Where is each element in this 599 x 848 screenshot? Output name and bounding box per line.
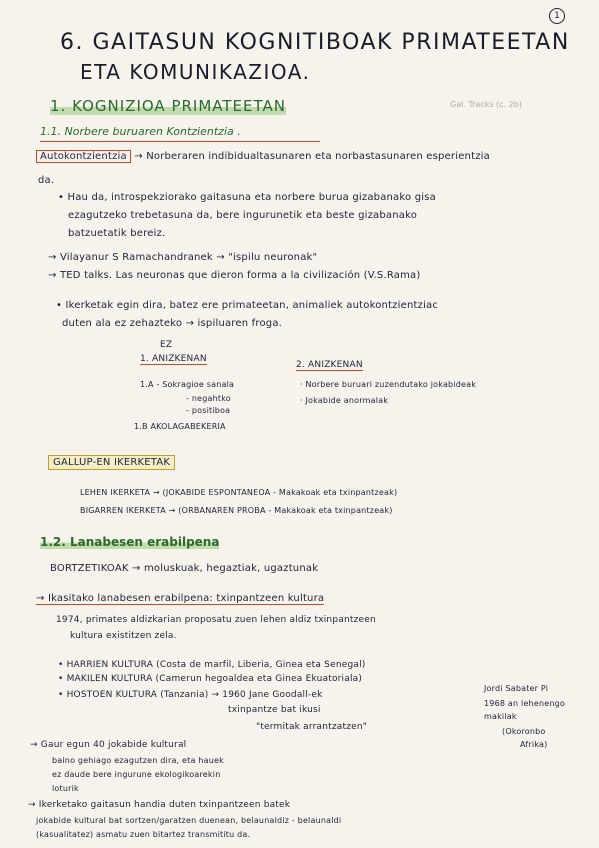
bullet-1-line-3: batzuetatik bereiz. (68, 228, 166, 239)
bullet-2-line-1: • Ikerketak egin dira, batez ere primateetan, animaliek autokontzientziac (56, 300, 439, 311)
column-1-item-3: - positiboa (186, 406, 231, 415)
side-note-2: 1968 an lehenengo (484, 699, 565, 708)
arrow-icon: → (134, 151, 143, 162)
gallup-label: GALLUP-EN IKERKETAK (48, 455, 175, 470)
culture-1974-line-2: kultura existitzen zela. (70, 631, 177, 641)
transmission-line-1: → Ikerketako gaitasun handia duten txinpantzeen batek (28, 800, 291, 810)
gallup-first-study: LEHEN IKERKETA → (JOKABIDE ESPONTANEOA - Makakoak eta txinpantzeak) (80, 488, 398, 497)
autokontzientzia-line (36, 151, 490, 162)
goodall-observation: txinpantze bat ikusi (228, 705, 321, 715)
page-number: 1 (549, 8, 565, 24)
culture-sticks: • MAKILEN KULTURA (Camerun hegoaldea eta Ginea Ekuatoriala) (58, 674, 363, 684)
bullet-2-line-2: duten ala ez zehazteko → ispiluaren froga. (62, 318, 283, 329)
gallup-second-study: BIGARREN IKERKETA → (ORBANAREN PROBA - Makakoak eta txinpantzeak) (80, 506, 393, 515)
bullet-1-line-1: • Hau da, introspekziorako gaitasuna eta norbere burua gizabanako gisa (58, 192, 436, 203)
column-1-item-2: - negahtko (186, 394, 231, 403)
transmission-line-2: jokabide kultural bat sortzen/garatzen duenean, belaunaldiz - belaunaldi (36, 816, 342, 825)
cultural-behaviours-line-3: ez daude bere ingurune ekologikoarekin (52, 770, 221, 779)
column-1-item-1: 1.A - Sokragioe sanala (140, 380, 235, 389)
reference-ramachandran: → Vilayanur S Ramachandranek → "ispilu neuronak" (48, 252, 318, 263)
transmission-line-3: (kasualitatez) asmatu zuen bitartez transmititu da. (36, 830, 251, 839)
column-2-heading: 2. ANIZKENAN (296, 360, 363, 370)
section-1-2-heading: 1.2. Lanabesen erabilpena (40, 535, 220, 549)
section-1-heading: 1. KOGNIZIOA PRIMATEETAN (50, 97, 286, 115)
culture-1974-line-1: 1974, primates aldizkarian proposatu zuen lehen aldiz txinpantzeen (56, 615, 376, 625)
column-2-item-2: · Jokabide anormalak (300, 396, 389, 405)
title-line-2: ETA KOMUNIKAZIOA. (80, 60, 311, 84)
side-note-5: Afrika) (520, 740, 548, 749)
cultural-behaviours-line-2: baino gehiago ezagutzen dira, eta hauek (52, 756, 224, 765)
autokontzientzia-term: Autokontzientzia (36, 150, 131, 163)
cultural-behaviours-line-4: loturik (52, 784, 79, 793)
side-note-3: makilak (484, 712, 517, 721)
termite-fishing: "termitak arrantzatzen" (256, 722, 368, 732)
reference-ted-talk: → TED talks. Las neuronas que dieron forma a la civilización (V.S.Rama) (48, 270, 421, 281)
tool-users-line: BORTZETIKOAK → moluskuak, hegaztiak, ugaztunak (50, 563, 319, 574)
subsection-underline (40, 141, 320, 142)
bullet-1-line-2: ezagutzeko trebetasuna da, bere ingurunetik eta beste gizabanako (68, 210, 418, 221)
column-2-item-1: · Norbere buruari zuzendutako jokabideak (300, 380, 477, 389)
subsection-1-1: 1.1. Norbere buruaren Kontzientzia . (40, 125, 241, 138)
cultural-behaviours-line-1: → Gaur egun 40 jokabide kultural (30, 740, 187, 750)
autokontzientzia-definition-end: da. (38, 175, 55, 186)
side-note-1: Jordi Sabater Pi (484, 684, 549, 693)
column-1-heading: 1. ANIZKENAN (140, 354, 207, 364)
title-line-1: 6. GAITASUN KOGNITIBOAK PRIMATEETAN (60, 30, 570, 55)
faint-note: Gal. Tracks (c. 2b) (450, 100, 522, 109)
ez-label: EZ (160, 340, 173, 350)
side-note-4: (Okoronbo (502, 727, 546, 736)
autokontzientzia-definition: Norberaren indibidualtasunaren eta norbastasunaren esperientzia (146, 151, 490, 162)
chimpanzee-culture-line: → Ikasitako lanabesen erabilpena: txinpantzeen kultura (36, 593, 325, 604)
culture-stones: • HARRIEN KULTURA (Costa de marfil, Liberia, Ginea eta Senegal) (58, 660, 366, 670)
column-1-item-4: 1.B AKOLAGABEKERIA (134, 422, 226, 431)
culture-leaves: • HOSTOEN KULTURA (Tanzania) → 1960 Jane Goodall-ek (58, 690, 323, 700)
